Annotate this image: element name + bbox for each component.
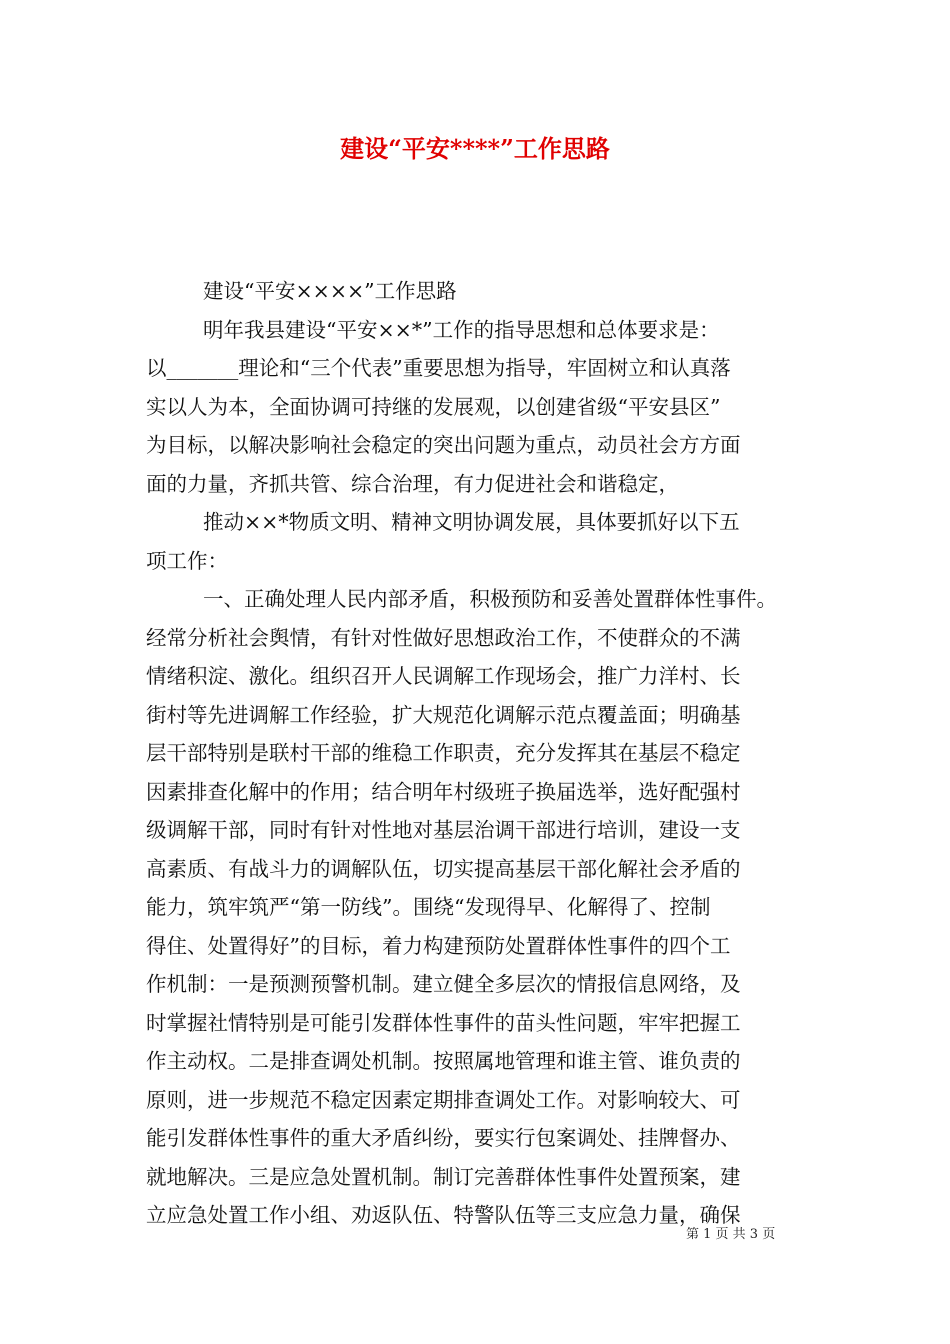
text-line: 层干部特别是联村干部的维稳工作职责，充分发挥其在基层不稳定	[146, 741, 741, 765]
text-line: 情绪积淀、激化。组织召开人民调解工作现场会，推广力洋村、长	[146, 664, 741, 688]
text-line: 立应急处置工作小组、劝返队伍、特警队伍等三支应急力量，确保	[146, 1203, 741, 1227]
text-line: 级调解干部，同时有针对性地对基层治调干部进行培训，建设一支	[146, 818, 741, 842]
text-line: 就地解决。三是应急处置机制。制订完善群体性事件处置预案，建	[146, 1164, 741, 1189]
text-line: 推动××*物质文明、精神文明协调发展，具体要抓好以下五	[203, 510, 740, 534]
text-line: 项工作：	[146, 548, 228, 573]
text-line: 经常分析社会舆情，有针对性做好思想政治工作，不使群众的不满	[146, 625, 741, 650]
document-title: 建设“平安****”工作思路	[340, 134, 610, 163]
text-line: 街村等先进调解工作经验，扩大规范化调解示范点覆盖面；明确基	[146, 702, 741, 727]
text-line: 实以人为本，全面协调可持继的发展观，以创建省级“平安县区”	[146, 394, 721, 419]
page-number: 第 1 页 共 3 页	[686, 1227, 776, 1242]
text-line: 明年我县建设“平安××*”工作的指导思想和总体要求是：	[203, 317, 720, 342]
document-body	[146, 272, 811, 1235]
text-line: 作机制：一是预测预警机制。建立健全多层次的情报信息网络，及	[146, 972, 741, 996]
text-line: 能力，筑牢筑严“第一防线”。围绕“发现得早、化解得了、控制	[146, 895, 711, 919]
text-line: 高素质、有战斗力的调解队伍，切实提高基层干部化解社会矛盾的	[146, 856, 741, 881]
text-line: 时掌握社情特别是可能引发群体性事件的苗头性问题，牢牢把握工	[146, 1010, 741, 1035]
text-line: 因素排查化解中的作用；结合明年村级班子换届选举，选好配强村	[146, 779, 741, 804]
text-line: 作主动权。二是排查调处机制。按照属地管理和谁主管、谁负责的	[146, 1049, 741, 1073]
text-line: 以_______理论和“三个代表”重要思想为指导，牢固树立和认真落	[146, 356, 731, 380]
text-line: 得住、处置得好”的目标，着力构建预防处置群体性事件的四个工	[146, 933, 731, 958]
text-line: 建设“平安××××”工作思路	[203, 279, 457, 303]
text-line: 原则，进一步规范不稳定因素定期排查调处工作。对影响较大、可	[146, 1087, 741, 1112]
text-line: 面的力量，齐抓共管、综合治理，有力促进社会和谐稳定，	[146, 471, 679, 496]
text-line: 能引发群体性事件的重大矛盾纠纷，要实行包案调处、挂牌督办、	[146, 1126, 741, 1150]
text-line: 一、正确处理人民内部矛盾，积极预防和妥善处置群体性事件。	[203, 587, 777, 611]
text-line: 为目标，以解决影响社会稳定的突出问题为重点，动员社会方方面	[146, 433, 741, 457]
